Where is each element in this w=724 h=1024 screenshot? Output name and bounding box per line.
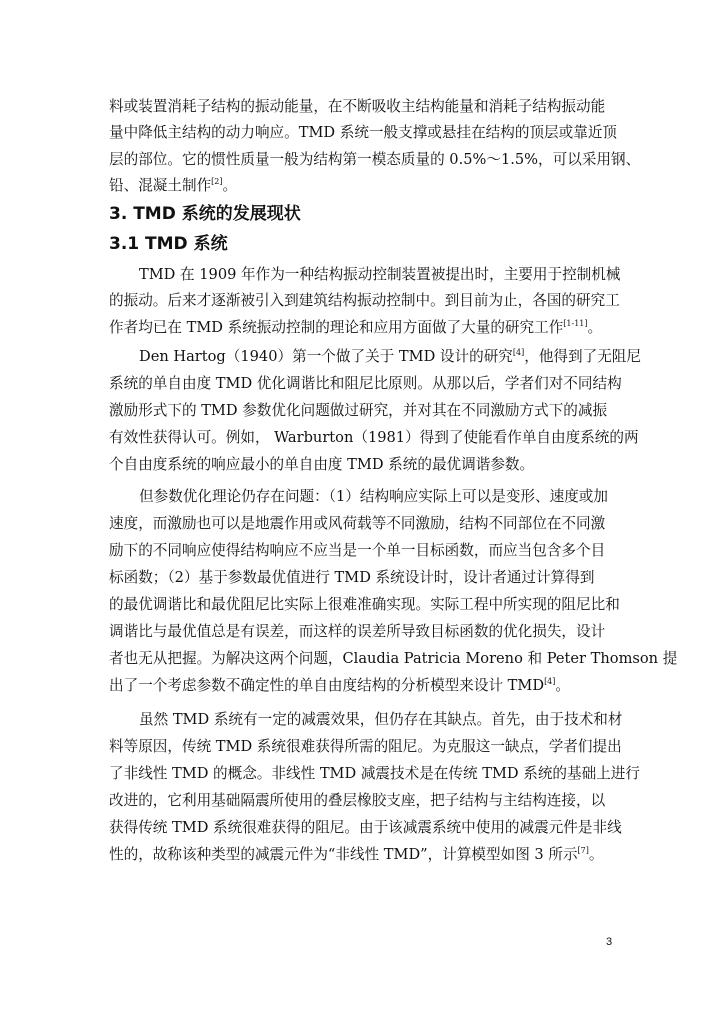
paragraph-2-line-1: TMD 在 1909 年作为一种结构振动控制装置被提出时，主要用于控制机械	[139, 266, 621, 283]
paragraph-4-line-4: 标函数；（2）基于参数最优值进行 TMD 系统设计时，设计者通过计算得到	[109, 569, 595, 586]
paragraph-5-line-5: 获得传统 TMD 系统很难获得的阻尼。由于该减震系统中使用的减震元件是非线	[109, 819, 622, 836]
paragraph-5-line-6	[109, 842, 619, 868]
paragraph-4-line-7: 者也无从把握。为解决这两个问题，Claudia Patricia Moreno 和 Peter Thomson 提	[109, 650, 678, 667]
paragraph-1-line-1: 料或装置消耗子结构的振动能量，在不断吸收主结构能量和消耗子结构振动能	[109, 98, 606, 115]
paragraph-3-line-5: 个自由度系统的响应最小的单自由度 TMD 系统的最优调谐参数。	[109, 456, 535, 473]
paragraph-2-line-3-text: 作者均已在 TMD 系统振动控制的理论和应用方面做了大量的研究工作	[109, 319, 564, 336]
paragraph-4-line-5: 的最优调谐比和最优阻尼比实际上很难准确实现。实际工程中所实现的阻尼比和	[109, 596, 620, 613]
paragraph-4-line-8-end: 。	[555, 677, 571, 694]
paragraph-2-line-2: 的振动。后来才逐渐被引入到建筑结构振动控制中。到目前为止，各国的研究工	[109, 292, 620, 309]
citation-ref: [7]	[577, 846, 589, 856]
paragraph-5-line-1: 虽然 TMD 系统有一定的减震效果，但仍存在其缺点。首先，由于技术和材	[139, 711, 623, 728]
paragraph-1-line-3: 层的部位。它的惯性质量一般为结构第一模态质量的 0.5%～1.5%，可以采用钢、	[109, 151, 641, 168]
citation-ref: [2]	[211, 177, 223, 187]
paragraph-1-line-4	[109, 173, 619, 199]
paragraph-3-line-4: 有效性获得认可。例如， Warburton（1981）得到了使能看作单自由度系统的两	[109, 429, 639, 446]
paragraph-3-line-1-text: Den Hartog（1940）第一个做了关于 TMD 设计的研究	[139, 348, 513, 365]
paragraph-5-line-2: 料等原因，传统 TMD 系统很难获得所需的阻尼。为克服这一缺点，学者们提出	[109, 738, 622, 755]
section-heading: 3. TMD 系统的发展现状	[109, 204, 301, 224]
paragraph-1-line-4-text: 铅、混凝土制作	[109, 177, 212, 194]
paragraph-4-line-2: 速度，而激励也可以是地震作用或风荷载等不同激励，结构不同部位在不同激	[109, 515, 606, 532]
paragraph-4-line-6: 调谐比与最优值总是有误差，而这样的误差所导致目标函数的优化损失，设计	[109, 623, 606, 640]
paragraph-1-line-4-end: 。	[222, 177, 238, 194]
paragraph-4-line-3: 励下的不同响应使得结构响应不应当是一个单一目标函数，而应当包含多个目	[109, 542, 606, 559]
paragraph-5-line-3: 了非线性 TMD 的概念。非线性 TMD 减震技术是在传统 TMD 系统的基础上进行	[109, 765, 640, 782]
paragraph-4-line-8-text: 出了一个考虑参数不确定性的单自由度结构的分析模型来设计 TMD	[109, 677, 545, 694]
paragraph-1-line-2: 量中降低主结构的动力响应。TMD 系统一般支撑或悬挂在结构的顶层或靠近顶	[109, 124, 618, 141]
paragraph-4-line-1: 但参数优化理论仍存在问题：（1）结构响应实际上可以是变形、速度或加	[139, 488, 608, 505]
paragraph-3-line-1-end: ，他得到了无阻尼	[524, 348, 641, 365]
paragraph-3-line-2: 系统的单自由度 TMD 优化调谐比和阻尼比原则。从那以后，学者们对不同结构	[109, 375, 622, 392]
citation-ref: [4]	[512, 348, 525, 358]
paragraph-5-line-6-end: 。	[588, 846, 604, 863]
paragraph-4-line-8	[109, 673, 619, 699]
paragraph-2-line-3-end: 。	[587, 319, 603, 336]
paragraph-5-line-4: 改进的，它利用基础隔震所使用的叠层橡胶支座，把子结构与主结构连接，以	[109, 792, 606, 809]
paragraph-3-line-1	[139, 344, 641, 370]
subsection-heading: 3.1 TMD 系统	[109, 234, 228, 254]
citation-ref: [1-11]	[563, 319, 588, 329]
citation-ref: [4]	[544, 677, 556, 687]
paragraph-2-line-3	[109, 315, 619, 341]
paragraph-3-line-3: 激励形式下的 TMD 参数优化问题做过研究，并对其在不同激励方式下的减振	[109, 402, 608, 419]
page-number: 3	[606, 936, 613, 948]
paragraph-5-line-6-text: 性的，故称该种类型的减震元件为“非线性 TMD”，计算模型如图 3 所示	[109, 846, 578, 863]
